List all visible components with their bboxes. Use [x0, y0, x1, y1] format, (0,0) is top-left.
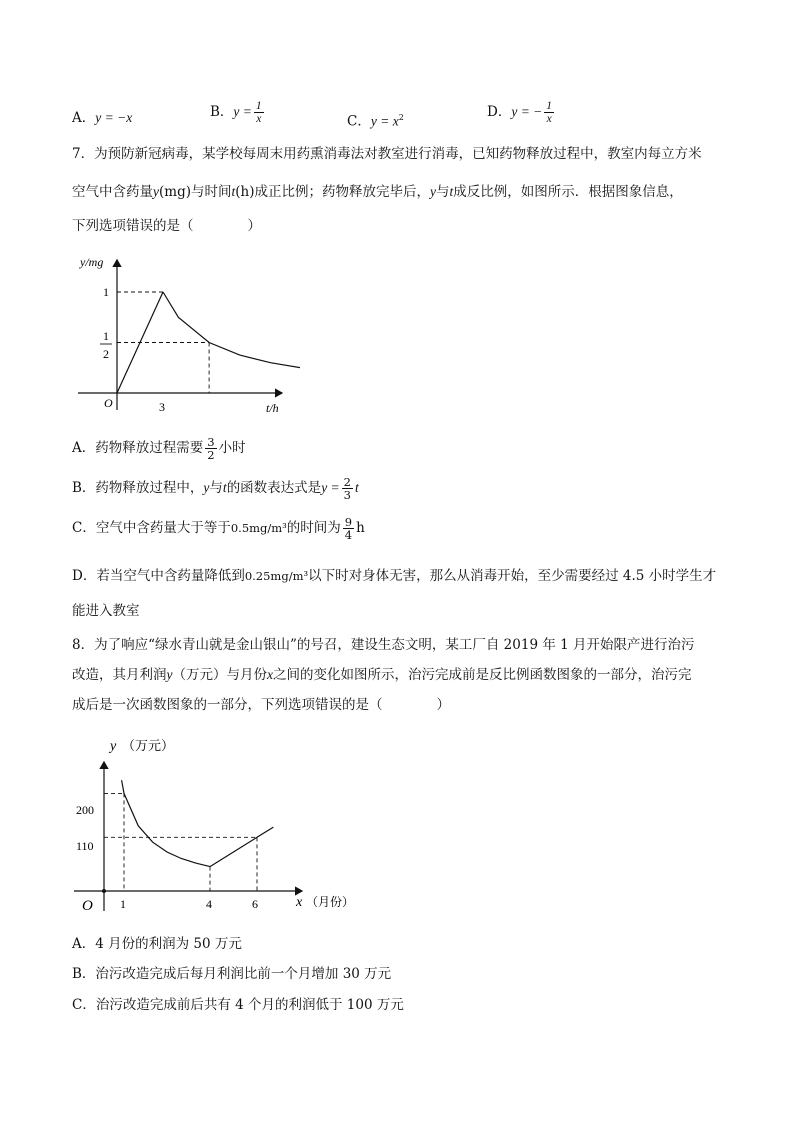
fraction-denominator: x — [256, 113, 262, 125]
var-y: y — [166, 667, 173, 682]
q7-text: 成正比例；药物释放完毕后， — [254, 184, 430, 200]
q7-chart — [70, 250, 300, 420]
q8-text: 改造，其月利润 — [72, 667, 167, 683]
y-tick-half-num: 1 — [103, 329, 109, 343]
option-text: C．空气中含药量大于等于 — [72, 520, 231, 536]
option-expr: y = −x — [95, 110, 133, 125]
option-text: 的函数表达式是 — [226, 480, 322, 496]
unit: (mg) — [159, 184, 191, 200]
q6-option-b — [210, 100, 266, 125]
y-tick-half-den: 2 — [103, 347, 109, 361]
var-y: y — [153, 184, 159, 199]
option-lhs: y = — [233, 104, 252, 119]
fraction-denominator: x — [546, 113, 552, 125]
y-axis-var: y — [110, 739, 117, 754]
origin-dot — [102, 889, 106, 893]
option-letter: D． — [487, 104, 512, 120]
q6-option-a — [72, 108, 132, 128]
q6-option-c — [347, 108, 404, 132]
q8-stem-line2 — [72, 665, 692, 685]
q7-text: 为预防新冠病毒，某学校每周末用药熏消毒法对教室进行消毒，已知药物释放过程中，教室内每立方米 — [94, 146, 702, 162]
series-line-decay — [163, 292, 300, 377]
fraction-numerator: 3 — [207, 435, 215, 449]
value: 0.5mg/m³ — [230, 521, 287, 535]
series-line-before — [122, 780, 210, 866]
x-tick-3: 3 — [159, 400, 165, 414]
x-tick-4: 4 — [206, 897, 212, 911]
q8-stem-line1: 8．为了响应“绿水青山就是金山银山”的号召，建设生态文明，某工厂自 2019 年 1 月开始限产进行治污 — [72, 637, 695, 653]
x-tick-6: 6 — [252, 897, 258, 911]
fraction — [342, 476, 353, 501]
x-axis-var: x — [296, 895, 303, 910]
value: 0.25mg/m³ — [244, 569, 309, 583]
unit: h — [356, 520, 365, 536]
fraction-denominator: 4 — [344, 528, 353, 542]
q7-option-c — [72, 516, 365, 541]
option-text: 以下时对身体无害，那么从消毒开始，至少需要经过 4.5 小时学生才 — [308, 568, 717, 584]
option-text: 与 — [209, 480, 223, 496]
option-text: A．药物释放过程需要 — [72, 440, 204, 456]
q7-option-a — [72, 436, 246, 461]
q7-stem-line2 — [72, 182, 683, 202]
option-text: 小时 — [218, 440, 246, 456]
x-tick-1: 1 — [120, 897, 126, 911]
x-axis-unit: （月份） — [306, 895, 355, 909]
q7-option-d-line1 — [72, 566, 716, 586]
var-t: t — [222, 480, 227, 495]
option-letter: C． — [347, 113, 371, 130]
fraction — [343, 516, 354, 541]
q8-text: （万元）与月份 — [172, 667, 267, 683]
fraction-denominator: 3 — [343, 488, 351, 502]
option-lhs: y = − — [511, 104, 543, 119]
fraction-numerator: 9 — [344, 515, 353, 529]
option-letter: B． — [210, 104, 234, 120]
q7-text: 与时间 — [190, 184, 232, 200]
fraction-numerator: 2 — [343, 475, 351, 489]
var-t: t — [355, 480, 359, 495]
fraction-numerator: 1 — [255, 100, 262, 112]
y-tick-110: 110 — [76, 839, 94, 853]
q7-text: 与 — [435, 184, 450, 200]
q8-option-a: A．4 月份的利润为 50 万元 — [72, 936, 242, 952]
option-text: D．若当空气中含药量降低到 — [72, 568, 245, 584]
q8-chart — [70, 728, 370, 918]
q7-text: 成反比例，如图所示．根据图象信息， — [453, 184, 683, 200]
var-y: y — [203, 480, 210, 495]
q7-stem-line1 — [72, 144, 702, 164]
unit: (h) — [235, 184, 255, 200]
q8-text: 之间的变化如图所示，治污完成前是反比例函数图象的一部分，治污完 — [273, 667, 692, 683]
q7-option-b — [72, 476, 359, 501]
y-tick-1: 1 — [103, 285, 109, 299]
option-letter: A． — [72, 110, 96, 126]
var-x: x — [267, 667, 273, 682]
var-y: y — [429, 184, 436, 199]
fraction — [205, 436, 216, 461]
q7-stem-line3: 下列选项错误的是（ ） — [72, 218, 261, 234]
origin-label: O — [104, 396, 113, 410]
origin-label: O — [82, 898, 93, 914]
fraction — [254, 100, 264, 125]
fraction-denominator: 2 — [207, 448, 215, 462]
q8-stem-line3: 成后是一次函数图象的一部分，下列选项错误的是（ ） — [72, 697, 450, 713]
option-lhs: y = — [321, 480, 340, 495]
q6-option-d — [487, 100, 556, 125]
option-text: 的时间为 — [286, 520, 341, 536]
q7-option-d-line2: 能进入教室 — [72, 603, 140, 619]
fraction-numerator: 1 — [546, 100, 553, 112]
superscript: 2 — [398, 113, 404, 122]
series-line-release — [117, 292, 163, 393]
question-number: 7． — [72, 146, 95, 162]
var-t: t — [449, 184, 454, 199]
fraction — [544, 100, 554, 125]
y-axis-label: y/mg — [80, 255, 104, 269]
q8-option-c: C．治污改造完成前后共有 4 个月的利润低于 100 万元 — [72, 997, 404, 1013]
series-line-after — [210, 827, 273, 867]
x-axis-label: t/h — [266, 401, 279, 415]
var-t: t — [231, 184, 236, 199]
q8-option-b: B．治污改造完成后每月利润比前一个月增加 30 万元 — [72, 966, 392, 982]
q7-text: 空气中含药量 — [72, 184, 153, 200]
y-tick-200: 200 — [76, 803, 94, 817]
y-axis-unit: （万元） — [122, 738, 175, 753]
option-text: B．药物释放过程中， — [72, 480, 204, 496]
option-lhs: y = x — [370, 113, 399, 129]
